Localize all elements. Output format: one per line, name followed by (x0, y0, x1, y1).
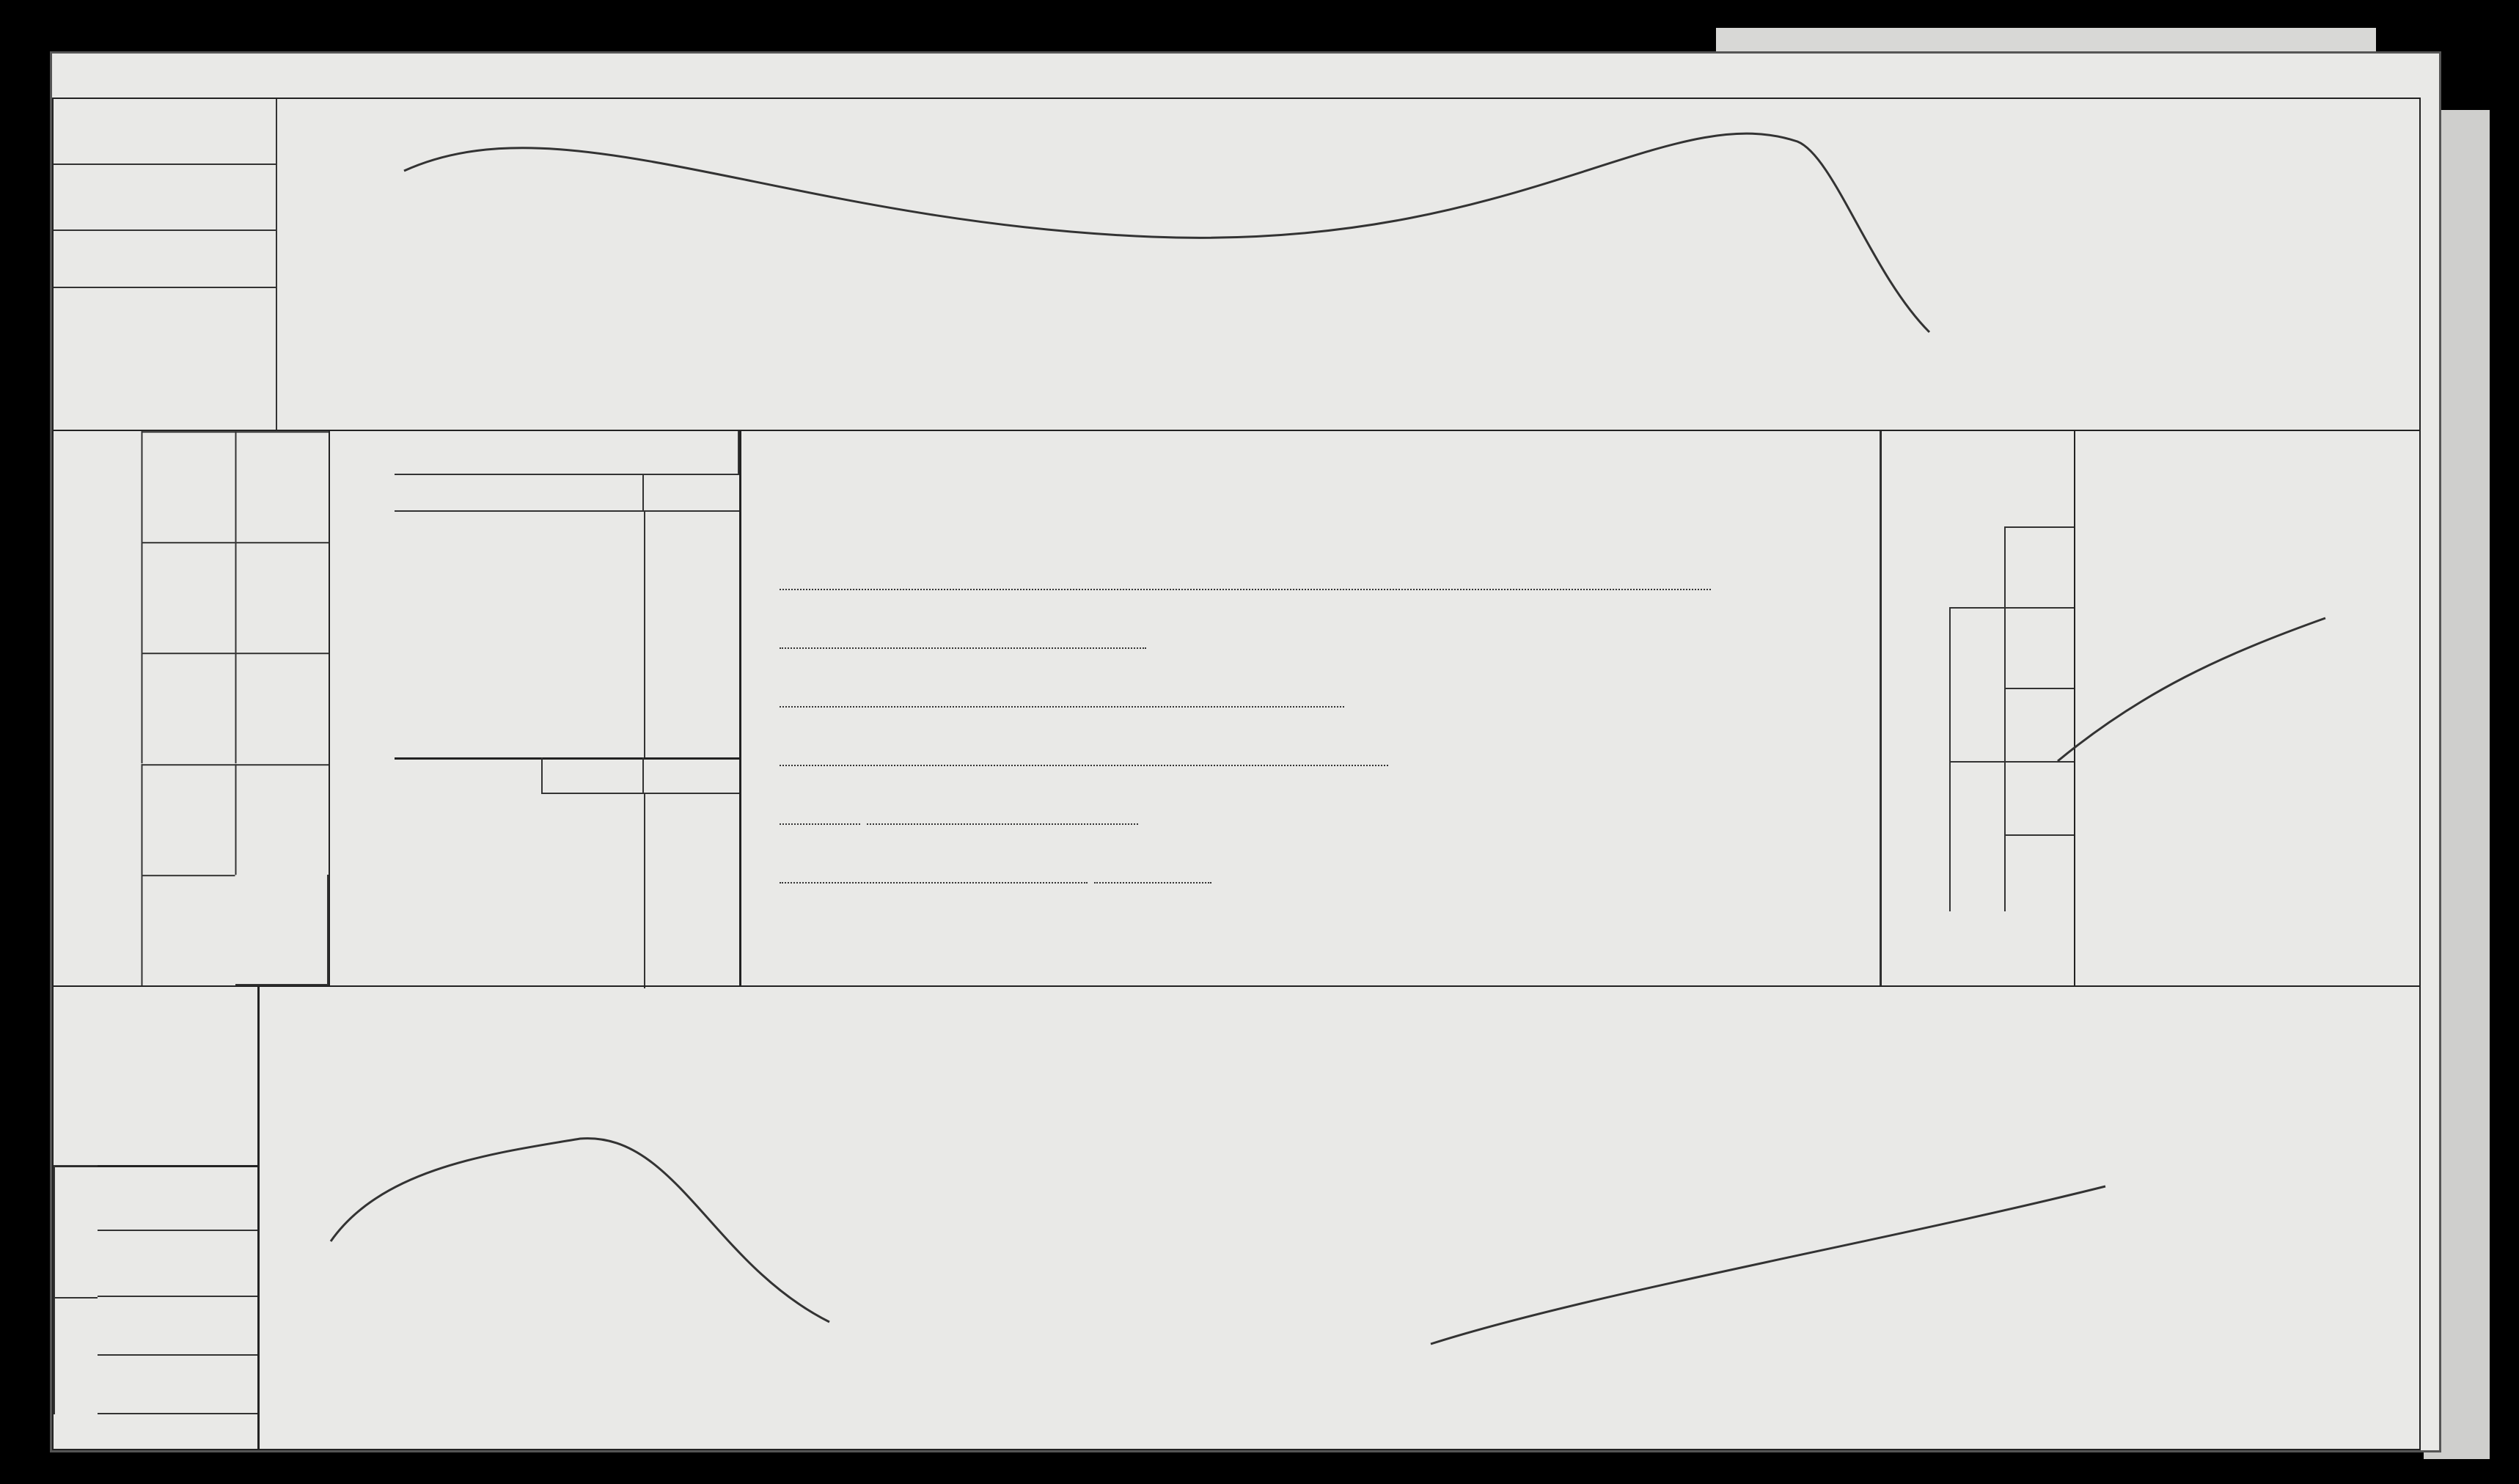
middle-block (52, 430, 2421, 987)
pop-num-138 (2048, 607, 2074, 688)
row-own-society (98, 1165, 257, 1231)
men-label (1949, 761, 2004, 911)
col-num-134 (142, 875, 235, 985)
lease-table (52, 985, 2421, 1450)
row-institutions (98, 1356, 257, 1414)
men-total (2004, 834, 2048, 911)
pop-num-135 (2048, 834, 2074, 911)
col-label-annual (235, 431, 329, 542)
question-market (780, 859, 1211, 884)
row-label-rented (54, 165, 277, 231)
men-working (2004, 761, 2048, 834)
group-nadel (54, 1165, 98, 1297)
pop-num-139 (2048, 526, 2074, 607)
workers-question (329, 431, 395, 985)
row-other-societies (98, 1231, 257, 1297)
question-land-type (780, 683, 1344, 708)
question-farming (780, 742, 1388, 766)
row-private (98, 1297, 257, 1356)
question-village (780, 801, 1138, 825)
row-label-total (54, 99, 277, 165)
col-label-term (235, 542, 329, 653)
row-label-lands (54, 288, 277, 431)
col-num-131 (142, 542, 235, 653)
census-card (50, 51, 2441, 1452)
desyatin-head (541, 757, 644, 794)
question-owner-2 (780, 566, 1711, 590)
trade-qty-head (644, 475, 739, 512)
row-total-rented (54, 1414, 257, 1452)
pop-num-137 (2048, 688, 2074, 761)
row-label-own (54, 231, 277, 288)
trade-title (395, 431, 739, 475)
women-label (1949, 607, 2004, 761)
women-working (2004, 607, 2048, 688)
col-num-133 (142, 764, 235, 875)
col-label-daily (235, 653, 329, 763)
pop-num-136 (2048, 761, 2074, 834)
col-label-piece (235, 764, 329, 875)
col-blank-134 (235, 875, 329, 985)
question-other-land (780, 625, 1146, 649)
korney-head (644, 757, 739, 794)
col-num-130 (142, 431, 235, 542)
population-title (1880, 431, 1949, 985)
group-vne-nadel (54, 1297, 98, 1414)
women-total (2004, 688, 2048, 761)
crops-table (52, 98, 2421, 431)
pop-itogo-rab (2004, 526, 2048, 607)
col-num-132 (142, 653, 235, 763)
trade-name-head (395, 475, 644, 512)
